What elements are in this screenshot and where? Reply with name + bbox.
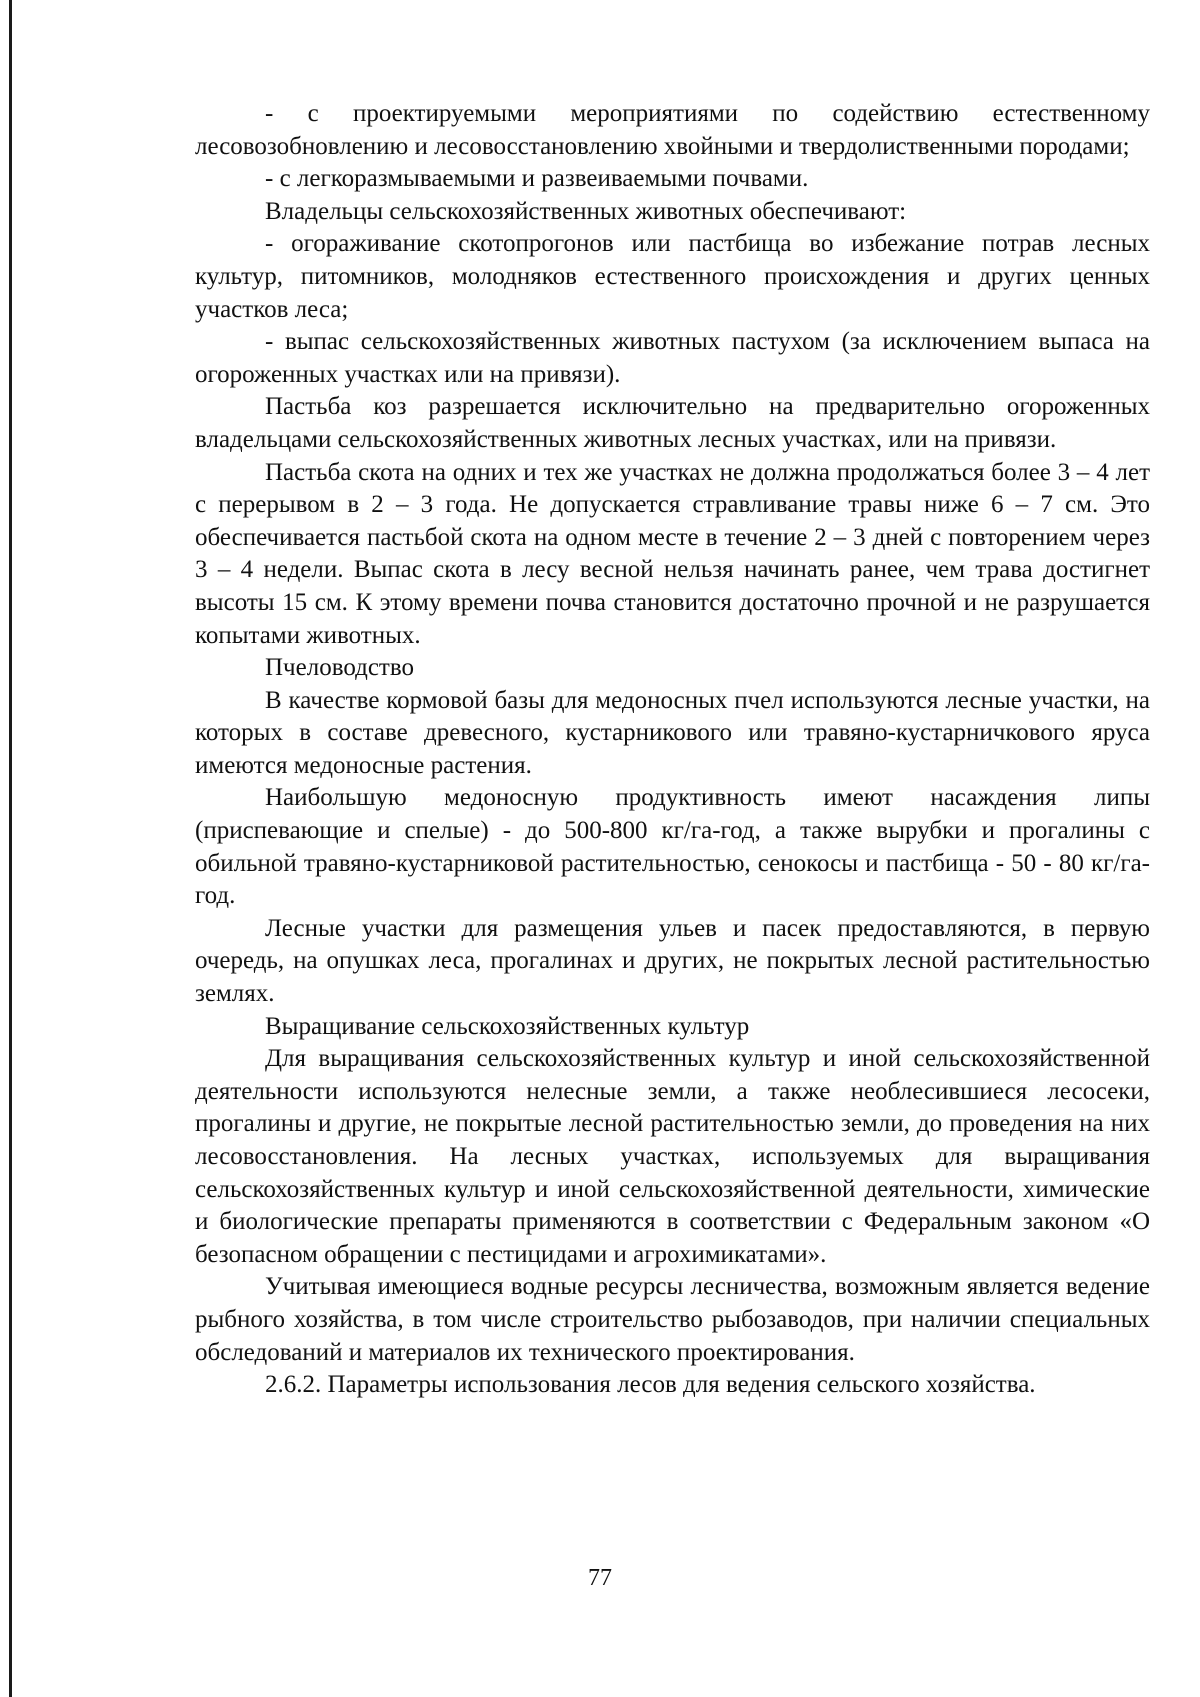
paragraph: Учитывая имеющиеся водные ресурсы лесничества, возможным является ведение рыбного хозяйства, в том числе строительство рыбозаводов, при наличии специальных обследований и материалов их технического проектирования.	[195, 1273, 1150, 1366]
scan-border-line	[9, 0, 12, 1697]
page-number: 77	[588, 1565, 612, 1591]
document-body	[195, 98, 1150, 1402]
paragraph: В качестве кормовой базы для медоносных пчел используются лесные участки, на которых в составе древесного, кустарникового или травяно-кустарничкового яруса имеются медоносные растения.	[195, 686, 1150, 779]
paragraph: Пастьба коз разрешается исключительно на предварительно огороженных владельцами сельскохозяйственных животных лесных участках, или на привязи.	[195, 393, 1150, 453]
section-title-2-6-2: 2.6.2. Параметры использования лесов для ведения сельского хозяйства.	[265, 1371, 1036, 1399]
paragraph: Наибольшую медоносную продуктивность имеют насаждения липы (приспевающие и спелые) - до 500-800 кг/га-год, а также вырубки и прогалины с обильной травяно-кустарниковой растительностью, сенокосы и пастбища - 50 - 80 кг/га-год.	[195, 784, 1150, 910]
section-heading-beekeeping: Пчеловодство	[265, 654, 414, 682]
paragraph: - с проектируемыми мероприятиями по содействию естественному лесовозобновлению и лесовосстановлению хвойными и твердолиственными породами;	[195, 100, 1150, 160]
paragraph: - огораживание скотопрогонов или пастбища во избежание потрав лесных культур, питомников, молодняков естественного происхождения и других ценных участков леса;	[195, 230, 1150, 323]
paragraph: - выпас сельскохозяйственных животных пастухом (за исключением выпаса на огороженных участках или на привязи).	[195, 328, 1150, 388]
section-heading-crops: Выращивание сельскохозяйственных культур	[265, 1012, 750, 1040]
paragraph: Владельцы сельскохозяйственных животных обеспечивают:	[265, 197, 907, 225]
paragraph: - с легкоразмываемыми и развеиваемыми почвами.	[265, 165, 809, 193]
paragraph: Для выращивания сельскохозяйственных культур и иной сельскохозяйственной деятельности используются нелесные земли, а также необлесившиеся лесосеки, прогалины и другие, не покрытые лесной растительностью земли, до проведения на них лесовосстановления. На лесных участках, используемых для выращивания сельскохозяйственных культур и иной сельскохозяйственной деятельности, химические и биологические препараты применяются в соответствии с Федеральным законом «О безопасном обращении с пестицидами и агрохимикатами».	[195, 1045, 1150, 1268]
paragraph: Лесные участки для размещения ульев и пасек предоставляются, в первую очередь, на опушках леса, прогалинах и других, не покрытых лесной растительностью землях.	[195, 914, 1150, 1008]
paragraph: Пастьба скота на одних и тех же участках не должна продолжаться более 3 – 4 лет с перерывом в 2 – 3 года. Не допускается стравливание травы ниже 6 – 7 см. Это обеспечивается пастьбой скота на одном месте в течение 2 – 3 дней с повторением через 3 – 4 недели. Выпас скота в лесу весной нельзя начинать ранее, чем трава достигнет высоты 15 см. К этому времени почва становится достаточно прочной и не разрушается копытами животных.	[195, 458, 1150, 649]
